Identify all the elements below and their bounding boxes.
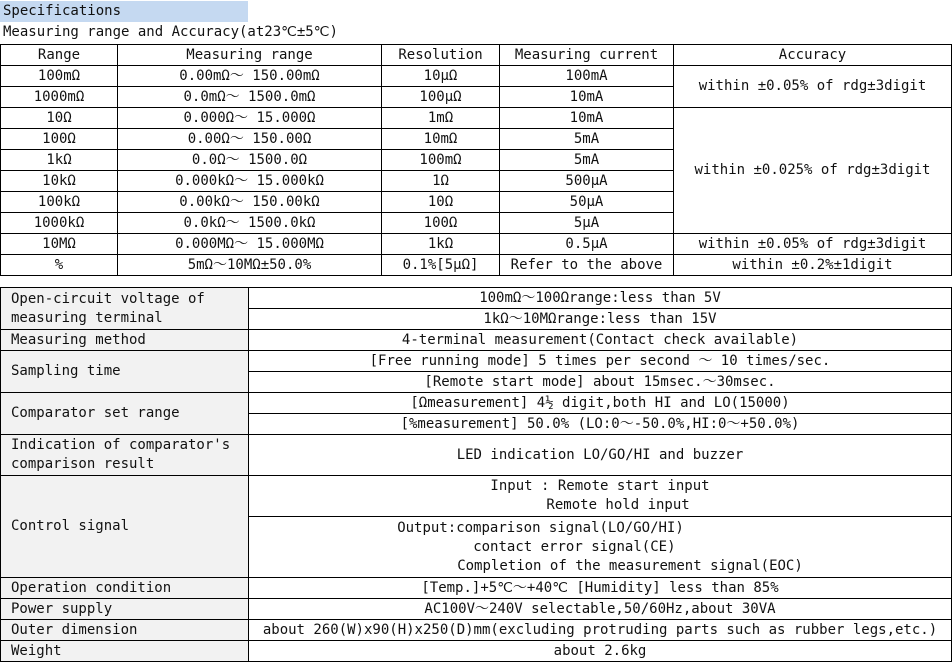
power-supply-value: AC100V～240V selectable,50/60Hz,about 30VA xyxy=(249,599,952,620)
table-row xyxy=(1,108,952,129)
spec-table xyxy=(0,287,952,662)
table-row xyxy=(1,234,952,255)
accuracy-subheading: Measuring range and Accuracy(at23℃±5℃) xyxy=(3,24,338,40)
resolution-cell: 100Ω xyxy=(382,213,500,234)
operation-condition-value: [Temp.]+5℃～+40℃ [Humidity] less than 85% xyxy=(249,578,952,599)
current-cell: 500μA xyxy=(500,171,674,192)
open-circuit-value: 100mΩ～100Ωrange:less than 5V xyxy=(249,288,952,309)
sampling-time-label: Sampling time xyxy=(1,351,249,393)
table-row xyxy=(1,599,952,620)
table-row xyxy=(1,620,952,641)
measuring-method-label: Measuring method xyxy=(1,330,249,351)
resolution-cell: 100μΩ xyxy=(382,87,500,108)
measuring-range-cell: 0.00kΩ～ 150.00kΩ xyxy=(118,192,382,213)
indication-label: Indication of comparator's comparison result xyxy=(1,435,249,476)
indication-value: LED indication LO/GO/HI and buzzer xyxy=(249,435,952,476)
range-cell: 1kΩ xyxy=(1,150,118,171)
current-cell: Refer to the above xyxy=(500,255,674,276)
control-signal-input xyxy=(249,476,952,517)
control-input-line: Remote hold input xyxy=(546,497,690,513)
table-row xyxy=(1,288,952,309)
measuring-range-cell: 0.0kΩ～ 1500.0kΩ xyxy=(118,213,382,234)
power-supply-label: Power supply xyxy=(1,599,249,620)
table-row xyxy=(1,393,952,414)
accuracy-cell: within ±0.05% of rdg±3digit xyxy=(674,234,952,255)
accuracy-cell: within ±0.025% of rdg±3digit xyxy=(674,108,952,234)
table-row xyxy=(1,351,952,372)
range-cell: % xyxy=(1,255,118,276)
current-cell: 10mA xyxy=(500,87,674,108)
resolution-cell: 10μΩ xyxy=(382,66,500,87)
current-cell: 50μA xyxy=(500,192,674,213)
range-cell: 1000mΩ xyxy=(1,87,118,108)
header-accuracy: Accuracy xyxy=(674,45,952,66)
table-row xyxy=(1,435,952,476)
range-cell: 1000kΩ xyxy=(1,213,118,234)
current-cell: 5mA xyxy=(500,129,674,150)
open-circuit-value: 1kΩ～10MΩrange:less than 15V xyxy=(249,309,952,330)
control-input-line: Input : Remote start input xyxy=(490,478,710,494)
current-cell: 100mA xyxy=(500,66,674,87)
measuring-range-cell: 0.000kΩ～ 15.000kΩ xyxy=(118,171,382,192)
range-cell: 100kΩ xyxy=(1,192,118,213)
resolution-cell: 10Ω xyxy=(382,192,500,213)
measuring-range-cell: 0.00mΩ～ 150.00mΩ xyxy=(118,66,382,87)
header-resolution: Resolution xyxy=(382,45,500,66)
header-range: Range xyxy=(1,45,118,66)
measuring-range-cell: 5mΩ～10MΩ±50.0% xyxy=(118,255,382,276)
current-cell: 10mA xyxy=(500,108,674,129)
current-cell: 0.5μA xyxy=(500,234,674,255)
comparator-range-label: Comparator set range xyxy=(1,393,249,435)
measuring-range-cell: 0.000MΩ～ 15.000MΩ xyxy=(118,234,382,255)
resolution-cell: 1mΩ xyxy=(382,108,500,129)
control-signal-output xyxy=(249,517,952,578)
weight-value: about 2.6kg xyxy=(249,641,952,662)
resolution-cell: 10mΩ xyxy=(382,129,500,150)
measuring-range-cell: 0.0Ω～ 1500.0Ω xyxy=(118,150,382,171)
range-cell: 10kΩ xyxy=(1,171,118,192)
current-cell: 5μA xyxy=(500,213,674,234)
header-measuring-range: Measuring range xyxy=(118,45,382,66)
range-accuracy-table xyxy=(0,44,952,276)
control-output-line: Completion of the measurement signal(EOC) xyxy=(457,557,803,574)
current-cell: 5mA xyxy=(500,150,674,171)
weight-label: Weight xyxy=(1,641,249,662)
resolution-cell: 0.1%[5μΩ] xyxy=(382,255,500,276)
outer-dimension-value: about 260(W)x90(H)x250(D)mm(excluding protruding parts such as rubber legs,etc.) xyxy=(249,620,952,641)
comparator-range-value: [%measurement] 50.0% (LO:0～-50.0%,HI:0～+50.0%) xyxy=(249,414,952,435)
control-signal-label: Control signal xyxy=(1,476,249,578)
table-row xyxy=(1,330,952,351)
range-table-header-row xyxy=(1,45,952,66)
control-output-line: contact error signal(CE) xyxy=(473,538,676,555)
sampling-time-value: [Free running mode] 5 times per second ～ 10 times/sec. xyxy=(249,351,952,372)
table-row xyxy=(1,255,952,276)
accuracy-cell: within ±0.05% of rdg±3digit xyxy=(674,66,952,108)
measuring-method-value: 4-terminal measurement(Contact check available) xyxy=(249,330,952,351)
measuring-range-cell: 0.000Ω～ 15.000Ω xyxy=(118,108,382,129)
measuring-range-cell: 0.0mΩ～ 1500.0mΩ xyxy=(118,87,382,108)
table-row xyxy=(1,578,952,599)
accuracy-cell: within ±0.2%±1digit xyxy=(674,255,952,276)
comparator-range-value: [Ωmeasurement] 4½ digit,both HI and LO(15000) xyxy=(249,393,952,414)
table-row xyxy=(1,476,952,517)
specifications-heading: Specifications xyxy=(0,1,248,22)
resolution-cell: 100mΩ xyxy=(382,150,500,171)
open-circuit-label: Open-circuit voltage of measuring terminal xyxy=(1,288,249,330)
range-cell: 10MΩ xyxy=(1,234,118,255)
table-row xyxy=(1,641,952,662)
resolution-cell: 1kΩ xyxy=(382,234,500,255)
range-cell: 100Ω xyxy=(1,129,118,150)
outer-dimension-label: Outer dimension xyxy=(1,620,249,641)
range-cell: 10Ω xyxy=(1,108,118,129)
resolution-cell: 1Ω xyxy=(382,171,500,192)
measuring-range-cell: 0.00Ω～ 150.00Ω xyxy=(118,129,382,150)
header-measuring-current: Measuring current xyxy=(500,45,674,66)
operation-condition-label: Operation condition xyxy=(1,578,249,599)
range-cell: 100mΩ xyxy=(1,66,118,87)
control-output-line: Output:comparison signal(LO/GO/HI) xyxy=(397,519,684,536)
table-row xyxy=(1,66,952,87)
sampling-time-value: [Remote start mode] about 15msec.～30msec. xyxy=(249,372,952,393)
